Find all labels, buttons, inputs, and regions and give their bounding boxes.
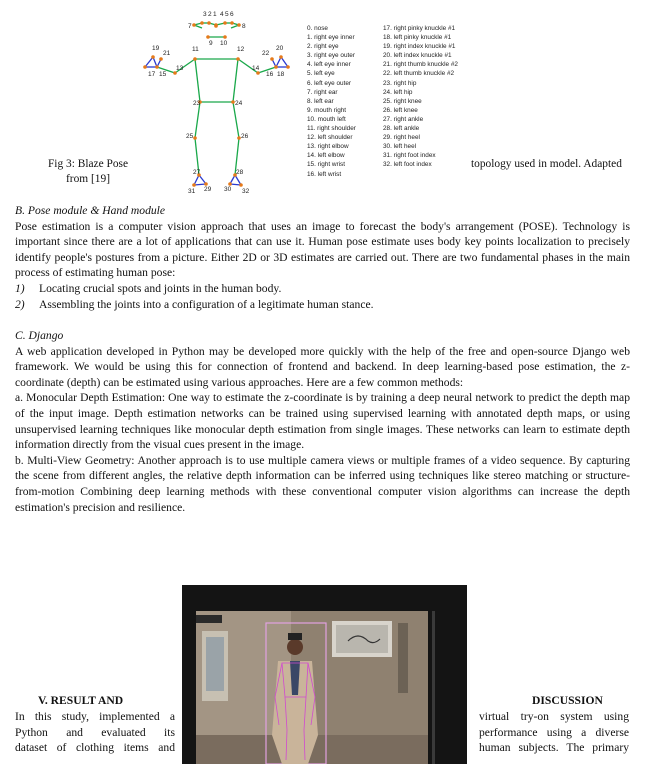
svg-text:7: 7 bbox=[188, 23, 192, 30]
text-line: A web application developed in Python may be developed more quickly with the help of the free and open-source Django web bbox=[15, 344, 630, 358]
list-marker: 1) bbox=[15, 281, 25, 295]
text-line: human subjects. The primary bbox=[479, 741, 629, 755]
keypoint-label: 14. left elbow bbox=[307, 152, 345, 160]
keypoint-label: 20. left index knuckle #1 bbox=[383, 52, 452, 60]
text-line: estimation's precision and resilience. bbox=[15, 500, 186, 514]
svg-text:6: 6 bbox=[230, 11, 234, 18]
svg-text:17: 17 bbox=[148, 71, 156, 78]
svg-text:2: 2 bbox=[208, 11, 212, 18]
section-b-list bbox=[15, 281, 630, 312]
section-v-heading-left bbox=[38, 693, 123, 709]
text-line: In this study, implemented a bbox=[15, 710, 175, 723]
keypoint-label: 8. left ear bbox=[307, 97, 334, 105]
text-line: unsupervised learning techniques like monocular depth estimation from single images. These networks can learn to estimate depth bbox=[15, 422, 630, 436]
svg-text:22: 22 bbox=[262, 50, 270, 57]
keypoint-label: 30. left heel bbox=[383, 143, 417, 151]
svg-text:30: 30 bbox=[224, 186, 232, 193]
svg-text:24: 24 bbox=[235, 100, 243, 107]
keypoint-label: 19. right index knuckle #1 bbox=[383, 43, 456, 51]
text-line: Pose estimation is a computer vision approach that uses an image to forecast the body's arrangement (POSE). Technology is bbox=[15, 219, 630, 233]
keypoint-label: 25. right knee bbox=[383, 97, 422, 105]
virtual-tryon-result-photo bbox=[182, 585, 467, 764]
svg-text:10: 10 bbox=[220, 40, 228, 47]
section-heading: DISCUSSION bbox=[532, 694, 603, 707]
figure-caption-right bbox=[471, 157, 622, 173]
keypoint-label: 31. right foot index bbox=[383, 152, 436, 160]
svg-text:28: 28 bbox=[236, 169, 244, 176]
keypoint-label: 28. left ankle bbox=[383, 125, 420, 133]
section-heading: C. Django bbox=[15, 329, 64, 342]
keypoint-label: 13. right elbow bbox=[307, 143, 349, 151]
svg-text:5: 5 bbox=[225, 11, 229, 18]
section-c bbox=[15, 328, 630, 515]
svg-text:12: 12 bbox=[237, 46, 245, 53]
section-v-heading-right bbox=[532, 693, 603, 709]
svg-text:23: 23 bbox=[193, 100, 201, 107]
tryon-photo-illustration bbox=[182, 585, 467, 764]
keypoint-label: 18. left pinky knuckle #1 bbox=[383, 34, 452, 42]
keypoint-label: 32. left foot index bbox=[383, 161, 432, 169]
figure-caption-left bbox=[33, 157, 143, 187]
section-b bbox=[15, 203, 630, 312]
svg-text:14: 14 bbox=[252, 65, 260, 72]
keypoint-label: 4. left eye inner bbox=[307, 61, 351, 69]
keypoint-label: 26. left knee bbox=[383, 106, 418, 114]
text-line: identify people's postures from a picture. Either 2D or 3D estimates are carried out. There are two fundamental phases in the main bbox=[15, 250, 630, 264]
keypoint-label: 6. left eye outer bbox=[307, 79, 352, 87]
svg-text:26: 26 bbox=[241, 133, 249, 140]
text-line: performance using a diverse bbox=[479, 725, 629, 739]
text-line: dataset of clothing items and bbox=[15, 741, 175, 755]
text-line: framework. We would be using this for connection of frontend and backend. In deep learning-based pose estimation, the z- bbox=[15, 360, 630, 374]
text-line: Python and evaluated its bbox=[15, 725, 175, 739]
text-line: information directly from the visual cues present in the image. bbox=[15, 438, 305, 452]
keypoint-label: 12. left shoulder bbox=[307, 134, 353, 142]
svg-text:8: 8 bbox=[242, 23, 246, 30]
svg-text:18: 18 bbox=[277, 71, 285, 78]
svg-text:13: 13 bbox=[176, 65, 184, 72]
keypoint-label: 17. right pinky knuckle #1 bbox=[383, 25, 456, 32]
svg-text:1: 1 bbox=[213, 11, 217, 18]
section-b-body bbox=[15, 219, 630, 281]
text-line: process of estimating human pose: bbox=[15, 266, 176, 280]
text-line: a. Monocular Depth Estimation: One way to estimate the z-coordinate is by training a deep neural network to predict the depth map bbox=[15, 391, 630, 405]
keypoint-label: 22. left thumb knuckle #2 bbox=[383, 70, 455, 78]
text-line: important since there are a lot of applications that can use it. Human pose estimate uses body key points localization to precisely bbox=[15, 235, 630, 249]
caption-line: topology used in model. Adapted bbox=[471, 158, 622, 170]
caption-line: Fig 3: Blaze Pose bbox=[47, 158, 129, 170]
svg-text:19: 19 bbox=[152, 45, 160, 52]
section-heading: B. Pose module & Hand module bbox=[15, 204, 166, 217]
keypoint-label: 10. mouth left bbox=[307, 115, 346, 123]
keypoint-label: 3. right eye outer bbox=[307, 52, 355, 60]
svg-text:3: 3 bbox=[203, 11, 207, 18]
svg-text:11: 11 bbox=[192, 46, 199, 53]
text-line: the scene from different angles, the relative depth information can be inferred using techniques like stereo matching or structure- bbox=[15, 469, 630, 483]
keypoint-label: 23. right hip bbox=[383, 79, 417, 87]
section-v-right-column bbox=[479, 709, 629, 756]
text-line: of the input image. Depth estimation networks can be trained using supervised learning with annotated depth maps, or using bbox=[15, 406, 630, 420]
section-heading: V. RESULT AND bbox=[38, 694, 124, 707]
keypoint-list-right bbox=[383, 24, 458, 170]
keypoint-label: 0. nose bbox=[307, 25, 328, 32]
svg-text:9: 9 bbox=[209, 40, 213, 47]
list-text: Locating crucial spots and joints in the human body. bbox=[39, 281, 282, 295]
keypoint-label: 7. right ear bbox=[307, 88, 338, 96]
keypoint-label: 2. right eye bbox=[307, 43, 339, 51]
keypoint-label: 5. left eye bbox=[307, 70, 335, 78]
keypoint-label: 15. right wrist bbox=[307, 161, 346, 169]
keypoint-label: 16. left wrist bbox=[307, 170, 342, 178]
keypoint-list-left bbox=[307, 24, 356, 179]
svg-text:27: 27 bbox=[193, 169, 201, 176]
keypoint-label: 1. right eye inner bbox=[307, 34, 355, 42]
svg-text:4: 4 bbox=[220, 11, 224, 18]
keypoint-label: 24. left hip bbox=[383, 88, 413, 96]
list-item bbox=[15, 281, 630, 297]
text-line: coordinate (depth) can be estimated using various approaches. Here are a few common methods: bbox=[15, 375, 464, 389]
keypoint-label: 27. right ankle bbox=[383, 115, 424, 123]
blazepose-skeleton-diagram bbox=[136, 4, 296, 194]
list-marker: 2) bbox=[15, 297, 25, 311]
caption-line: from [19] bbox=[66, 173, 110, 185]
text-line: b. Multi-View Geometry: Another approach is to use multiple camera views or multiple frames of a video sequence. By capturing bbox=[15, 453, 630, 467]
svg-text:32: 32 bbox=[242, 188, 250, 194]
keypoint-label: 9. mouth right bbox=[307, 106, 347, 114]
keypoint-label: 21. right thumb knuckle #2 bbox=[383, 61, 458, 69]
svg-text:20: 20 bbox=[276, 45, 284, 52]
svg-text:31: 31 bbox=[188, 188, 196, 194]
keypoint-label: 29. right heel bbox=[383, 134, 420, 142]
svg-text:21: 21 bbox=[163, 50, 171, 57]
svg-text:16: 16 bbox=[266, 71, 274, 78]
text-line: virtual try-on system using bbox=[479, 710, 629, 723]
svg-text:25: 25 bbox=[186, 133, 194, 140]
text-line: from-motion Combining deep learning methods with these conventional computer vision algorithms can increase the depth bbox=[15, 484, 630, 498]
svg-text:15: 15 bbox=[159, 71, 167, 78]
list-text: Assembling the joints into a configuration of a legitimate human stance. bbox=[39, 297, 374, 311]
keypoint-label: 11. right shoulder bbox=[307, 125, 356, 133]
section-v-left-column bbox=[15, 709, 175, 756]
svg-text:29: 29 bbox=[204, 186, 212, 193]
section-c-body bbox=[15, 344, 630, 516]
list-item bbox=[15, 297, 630, 313]
